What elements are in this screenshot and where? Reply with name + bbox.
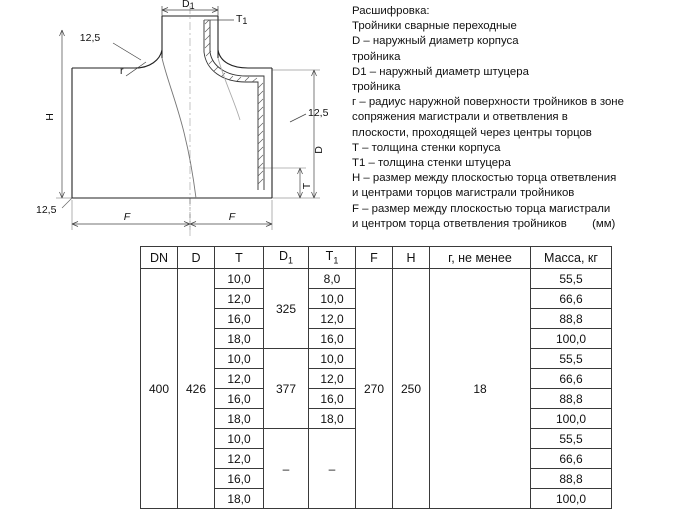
cell-t: 18,0 bbox=[215, 489, 264, 509]
cell-mass: 66,6 bbox=[531, 289, 612, 309]
label-chamfer-top-left: 12,5 bbox=[79, 32, 101, 44]
label-h: H bbox=[44, 113, 56, 121]
label-chamfer-bottom-left: 12,5 bbox=[36, 204, 57, 216]
cell-t1: 8,0 bbox=[309, 269, 356, 289]
legend-line: Т – толщина стенки корпуса bbox=[352, 141, 501, 154]
legend-block bbox=[352, 4, 696, 232]
cell-t: 10,0 bbox=[215, 269, 264, 289]
cell-t: 18,0 bbox=[215, 409, 264, 429]
label-chamfer-right: 12,5 bbox=[308, 107, 329, 119]
cell-mass: 66,6 bbox=[531, 449, 612, 469]
legend-line: тройника bbox=[352, 81, 401, 94]
cell-t1: 12,0 bbox=[309, 369, 356, 389]
cell-t1: 18,0 bbox=[309, 409, 356, 429]
legend-title: Расшифровка: bbox=[352, 5, 430, 17]
drawing-svg bbox=[0, 0, 350, 240]
cell-d1: 377 bbox=[264, 349, 309, 429]
cell-mass: 88,8 bbox=[531, 389, 612, 409]
cell-t: 10,0 bbox=[215, 349, 264, 369]
cell-mass: 55,5 bbox=[531, 269, 612, 289]
cell-h: 250 bbox=[393, 269, 430, 509]
cell-mass: 55,5 bbox=[531, 349, 612, 369]
label-radius: r bbox=[120, 65, 124, 77]
legend-line: F – размер между плоскостью торца магистрали bbox=[352, 202, 611, 215]
header-dn: DN bbox=[141, 247, 178, 269]
label-f-right: F bbox=[228, 211, 236, 223]
table-header-row bbox=[141, 247, 612, 269]
legend-line: г – радиус наружной поверхности тройников в зоне bbox=[352, 96, 624, 109]
cell-t1: 10,0 bbox=[309, 289, 356, 309]
cell-mass: 88,8 bbox=[531, 309, 612, 329]
cell-t: 18,0 bbox=[215, 329, 264, 349]
cell-t: 16,0 bbox=[215, 469, 264, 489]
header-t: T bbox=[215, 247, 264, 269]
legend-line: Т1 – толщина стенки штуцера bbox=[352, 157, 511, 170]
cell-dn: 400 bbox=[141, 269, 178, 509]
label-d: D bbox=[313, 146, 325, 154]
header-d1: $D_1$ bbox=[264, 247, 309, 269]
cell-d1: – bbox=[264, 429, 309, 509]
cell-mass: 100,0 bbox=[531, 329, 612, 349]
label-f-left: F bbox=[123, 211, 131, 223]
cell-t1: 12,0 bbox=[309, 309, 356, 329]
cell-t1: 16,0 bbox=[309, 389, 356, 409]
cell-t1: 10,0 bbox=[309, 349, 356, 369]
header-h: H bbox=[393, 247, 430, 269]
legend-line: сопряжения магистрали и ответвления в bbox=[352, 111, 568, 124]
label-t1: T1 bbox=[236, 13, 248, 26]
cell-mass: 88,8 bbox=[531, 469, 612, 489]
cell-t: 16,0 bbox=[215, 309, 264, 329]
legend-line: Н – размер между плоскостью торца ответвления bbox=[352, 172, 617, 185]
legend-line: D1 – наружный диаметр штуцера bbox=[352, 65, 529, 78]
cell-d: 426 bbox=[178, 269, 215, 509]
cell-mass: 100,0 bbox=[531, 409, 612, 429]
cell-t: 12,0 bbox=[215, 289, 264, 309]
header-t1: $T_1$ bbox=[309, 247, 356, 269]
inner-wall-line-2 bbox=[204, 20, 258, 190]
legend-line: тройника bbox=[352, 50, 401, 63]
header-mass: Масса, кг bbox=[531, 247, 612, 269]
cell-t1: – bbox=[309, 429, 356, 509]
cell-t: 12,0 bbox=[215, 449, 264, 469]
header-d: D bbox=[178, 247, 215, 269]
cell-mass: 55,5 bbox=[531, 429, 612, 449]
cell-t: 12,0 bbox=[215, 369, 264, 389]
tee-fitting-drawing bbox=[0, 0, 350, 240]
header-r: г, не менее bbox=[430, 247, 531, 269]
table-row bbox=[141, 269, 612, 289]
legend-line: плоскости, проходящей через центры торцов bbox=[352, 126, 592, 139]
cell-r: 18 bbox=[430, 269, 531, 509]
cell-t1: 16,0 bbox=[309, 329, 356, 349]
header-f: F bbox=[356, 247, 393, 269]
legend-line: и центром торца ответвления тройников (мм) bbox=[352, 217, 616, 230]
cell-d1: 325 bbox=[264, 269, 309, 349]
fillet-right bbox=[218, 50, 248, 68]
legend-line: и центрами торцов магистрали тройников bbox=[352, 187, 575, 200]
label-d1: D1 bbox=[182, 0, 195, 11]
spec-table-wrapper bbox=[140, 246, 612, 509]
cell-t: 16,0 bbox=[215, 389, 264, 409]
bore-curve-left bbox=[162, 58, 196, 198]
spec-table bbox=[140, 246, 612, 509]
cell-mass: 100,0 bbox=[531, 489, 612, 509]
cell-mass: 66,6 bbox=[531, 369, 612, 389]
legend-line: D – наружный диаметр корпуса bbox=[352, 35, 519, 48]
label-t: T bbox=[301, 182, 313, 190]
cell-f: 270 bbox=[356, 269, 393, 509]
cell-t: 10,0 bbox=[215, 429, 264, 449]
legend-line: Тройники сварные переходные bbox=[352, 20, 517, 33]
